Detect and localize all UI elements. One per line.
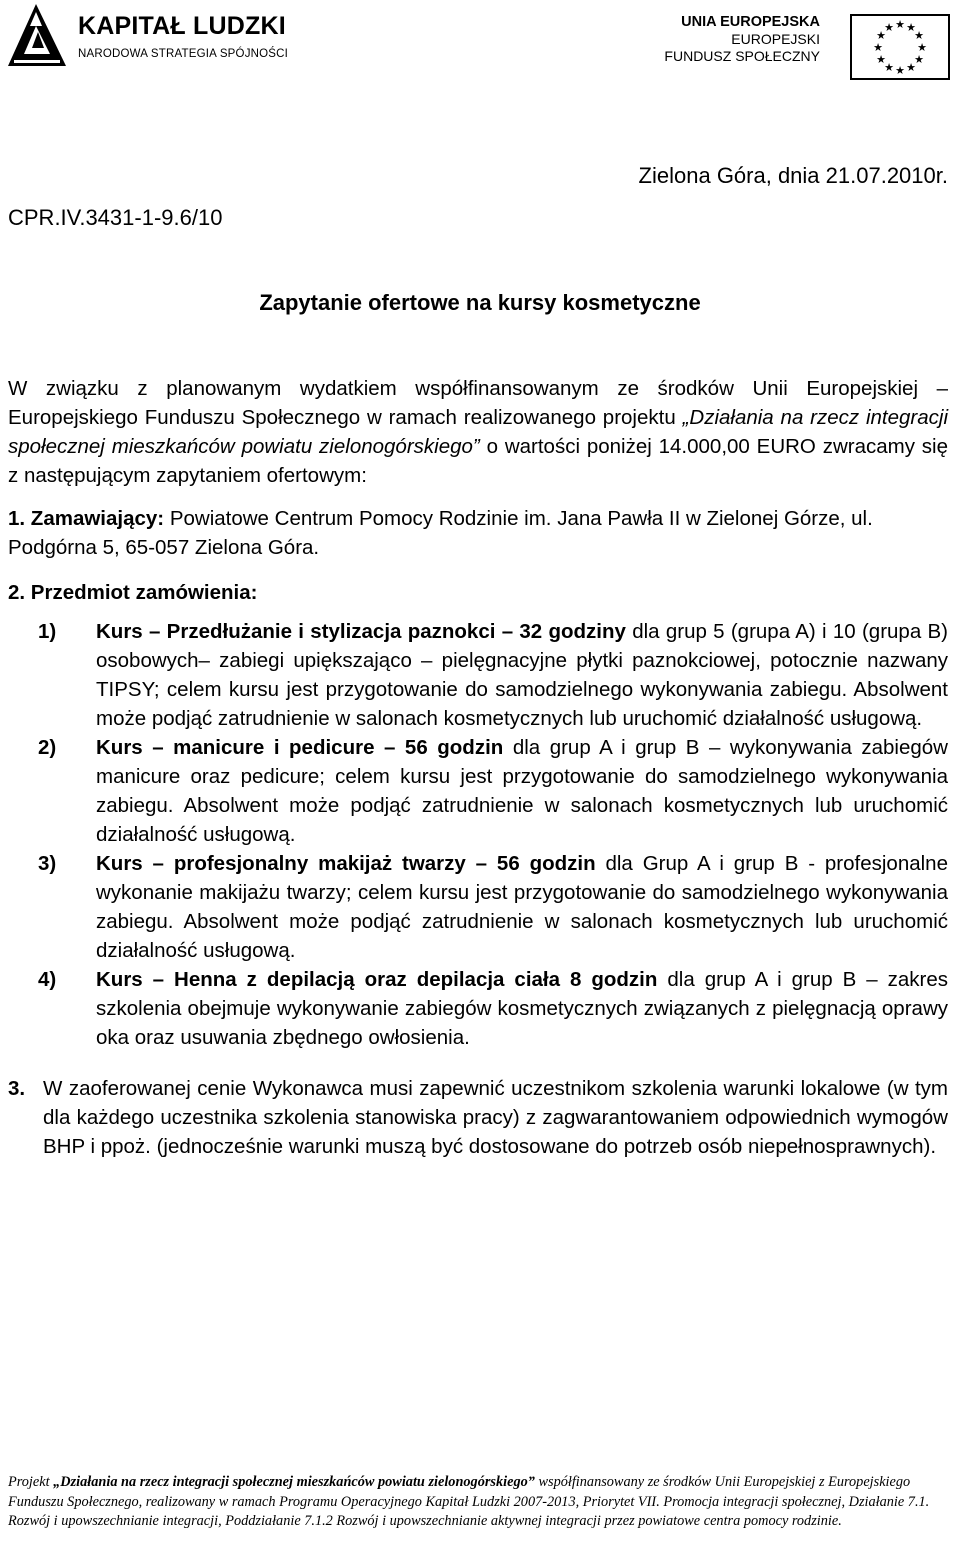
eu-logo-line3: FUNDUSZ SPOŁECZNY (664, 48, 820, 64)
eu-logo-line2: EUROPEJSKI (731, 31, 820, 47)
section-contracting-authority (8, 504, 948, 562)
list-item-number: 1) (38, 620, 57, 643)
footer-prefix: Projekt (8, 1474, 54, 1490)
svg-text:★: ★ (906, 21, 916, 34)
list-item-number: 2) (38, 736, 57, 759)
list-item-number: 3) (38, 852, 57, 875)
section1-label: 1. Zamawiający: (8, 507, 165, 530)
list-item (8, 849, 948, 965)
eu-logo-text (664, 14, 820, 65)
footer-text: współfinansowany ze środków Unii Europejskiej z Europejskiego Funduszu Społecznego, realizowany w ramach Programu Operacyjnego Kapitał Ludzki 2007-2013, Priorytet VII. Promocja integracji społecznej, Działanie 7.1. Rozwój i upowszechnianie integracji, Poddziałanie 7.1.2 Rozwój i upowszechnianie aktywnej integracji przez powiatowe centra pomocy rodzinie. (8, 1474, 930, 1529)
kapital-ludzki-logo-icon (6, 2, 68, 68)
section-subject-heading: 2. Przedmiot zamówienia: (8, 581, 258, 604)
course-description: dla grup A i grup B – zakres szkolenia obejmuje wykonywanie zabiegów kosmetycznych związanych z pielęgnacją oprawy oka oraz usuwania zbędnego owłosienia. (96, 968, 949, 1049)
section3-text: W zaoferowanej cenie Wykonawca musi zapewnić uczestnikom szkolenia warunki lokalowe (w tym dla każdego uczestnika szkolenia stanowiska pracy) z zagwarantowaniem odpowiednich wymogów BHP i ppoż. (jednocześnie warunki muszą być dostosowane do potrzeb osób niepełnosprawnych). (43, 1077, 948, 1158)
kapital-ludzki-name: KAPITAŁ LUDZKI (78, 12, 286, 40)
document-signature: CPR.IV.3431-1-9.6/10 (8, 205, 223, 230)
course-description: dla Grup A i grup B - profesjonalne wykonanie makijażu twarzy; celem kursu jest przygotowanie do samodzielnego wykonywania zabiegu. Absolwent może podjąć zatrudnienie w salonach kosmetycznych lub uruchomić działalność usługową. (96, 852, 948, 962)
svg-text:★: ★ (884, 61, 894, 74)
svg-text:★: ★ (917, 41, 927, 54)
document-body (8, 374, 948, 1161)
course-description: dla grup 5 (grupa A) i 10 (grupa B) osobowych– zabiegi upiększająco – pielęgnacyjne płytki paznokciowej, potocznie nazwany TIPSY; celem kursu jest przygotowanie do samodzielnego wykonywania zabiegu. Absolwent może podjąć zatrudnienie w salonach kosmetycznych lub uruchomić działalność usługową. (96, 620, 949, 730)
svg-text:★: ★ (873, 41, 883, 54)
section1-text: Powiatowe Centrum Pomocy Rodzinie im. Jana Pawła II w Zielonej Górze, ul. Podgórna 5, 65-057 Zielona Góra. (8, 507, 873, 559)
intro-text-2: o wartości poniżej 14.000,00 EURO zwracamy się z następującym zapytaniem ofertowym: (8, 435, 949, 487)
section3-number: 3. (8, 1077, 26, 1100)
page-footer (8, 1473, 950, 1532)
svg-text:★: ★ (876, 53, 886, 66)
list-item (8, 617, 948, 733)
course-list (8, 617, 948, 1052)
svg-text:★: ★ (895, 64, 905, 77)
svg-text:★: ★ (884, 21, 894, 34)
page-header (0, 0, 960, 90)
eu-logo-line1: UNIA EUROPEJSKA (681, 14, 820, 30)
eu-logo (664, 14, 950, 80)
footer-project-name: „Działania na rzecz integracji społecznej mieszkańców powiatu zielonogórskiego” (53, 1474, 535, 1490)
intro-text-1: W związku z planowanym wydatkiem współfinansowanym ze środków Unii Europejskiej – Europejskiego Funduszu Społecznego w ramach realizowanego projektu (8, 377, 948, 429)
list-item (8, 965, 948, 1052)
course-name: Kurs – manicure i pedicure – 56 godzin (96, 736, 504, 759)
svg-text:★: ★ (876, 29, 886, 42)
course-description: dla grup A i grup B – wykonywania zabiegów manicure oraz pedicure; celem kursu jest przygotowanie do samodzielnego wykonywania zabiegu. Absolwent może podjąć zatrudnienie w salonach kosmetycznych lub uruchomić działalność usługową. (96, 736, 948, 846)
intro-paragraph (8, 374, 948, 490)
list-item (8, 733, 948, 849)
course-name: Kurs – Przedłużanie i stylizacja paznokci – 32 godziny (96, 620, 626, 643)
kapital-ludzki-logo (6, 2, 289, 68)
svg-text:★: ★ (906, 61, 916, 74)
course-name: Kurs – profesjonalny makijaż twarzy – 56 godzin (96, 852, 596, 875)
document-date: Zielona Góra, dnia 21.07.2010r. (638, 163, 948, 188)
page-title: Zapytanie ofertowe na kursy kosmetyczne (259, 290, 701, 315)
svg-text:★: ★ (895, 18, 905, 31)
course-name: Kurs – Henna z depilacją oraz depilacja ciała 8 godzin (96, 968, 658, 991)
list-item-number: 4) (38, 968, 57, 991)
intro-project-name: „Działania na rzecz integracji społecznej mieszkańców powiatu zielonogórskiego” (8, 406, 949, 458)
svg-text:★: ★ (914, 29, 924, 42)
eu-flag-icon (850, 14, 950, 80)
kapital-ludzki-subtitle: NARODOWA STRATEGIA SPÓJNOŚCI (78, 48, 289, 60)
section-conditions (8, 1074, 948, 1161)
svg-text:★: ★ (914, 53, 924, 66)
